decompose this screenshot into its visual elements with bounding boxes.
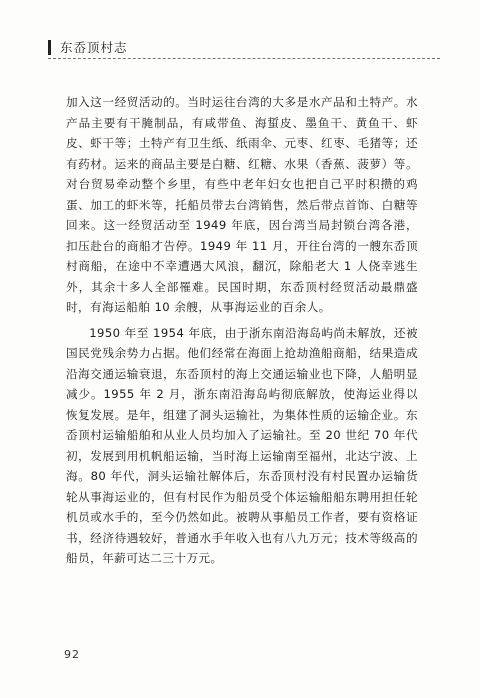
header-title: 东岙顶村志 [60, 40, 128, 55]
header-dashed-rule [48, 58, 440, 59]
body-text [66, 92, 418, 569]
paragraph: 1950 年至 1954 年底，由于浙东南沿海岛屿尚未解放，还被国民党残余势力占据。他们经常在海面上抢劫渔船商船，结果造成沿海交通运输衰退，东岙顶村的海上交通运输业也下降，人船明显减少。1955 年 2 月，浙东南沿海岛屿彻底解放，使海运业得以恢复发展。是年，组建了洞头运输社，为集体性质的运输企业。东岙顶村运输船舶和从业人员均加入了运输社。至 20 世纪 70 年代初，发展到用机帆船运输，当时海上运输南至福州，北达宁波、上海。80 年代，洞头运输社解体后，东岙顶村没有村民置办运输货轮从事海运业的，但有村民作为船员受个体运输船船东聘用担任轮机员或水手的，至今仍然如此。被聘从事船员工作者，要有资格证书，经济待遇较好，普通水手年收入也有八九万元；技术等级高的船员，年薪可达二三十万元。 [66, 325, 418, 565]
running-header [48, 34, 440, 60]
page-number: 92 [64, 648, 80, 661]
paragraph-continued: 加入这一经贸活动的。当时运往台湾的大多是水产品和土特产。水产品主要有干腌制品，有咸带鱼、海蜇皮、墨鱼干、黄鱼干、虾皮、虾干等；土特产有卫生纸、纸雨伞、元枣、红枣、毛猪等；还有药材。运来的商品主要是白糖、红糖、水果（香蕉、菠萝）等。对台贸易牵动整个乡里，有些中老年妇女也把自己平时积攒的鸡蛋、加工的虾米等，托船员带去台湾销售，然后带点首饰、白糖等回来。这一经贸活动至 1949 年底，因台湾当局封锁台湾各港，扣压赴台的商船才告停。1949 年 11 月，开往台湾的一艘东岙顶村商船，在途中不幸遭遇大风浪，翻沉，除船老大 1 人侥幸逃生外，其余十多人全部罹难。民国时期，东岙顶村经贸活动最鼎盛时，有海运船舶 10 余艘，从事海运业的百余人。 [66, 95, 418, 314]
header-marker-bar [48, 40, 51, 55]
